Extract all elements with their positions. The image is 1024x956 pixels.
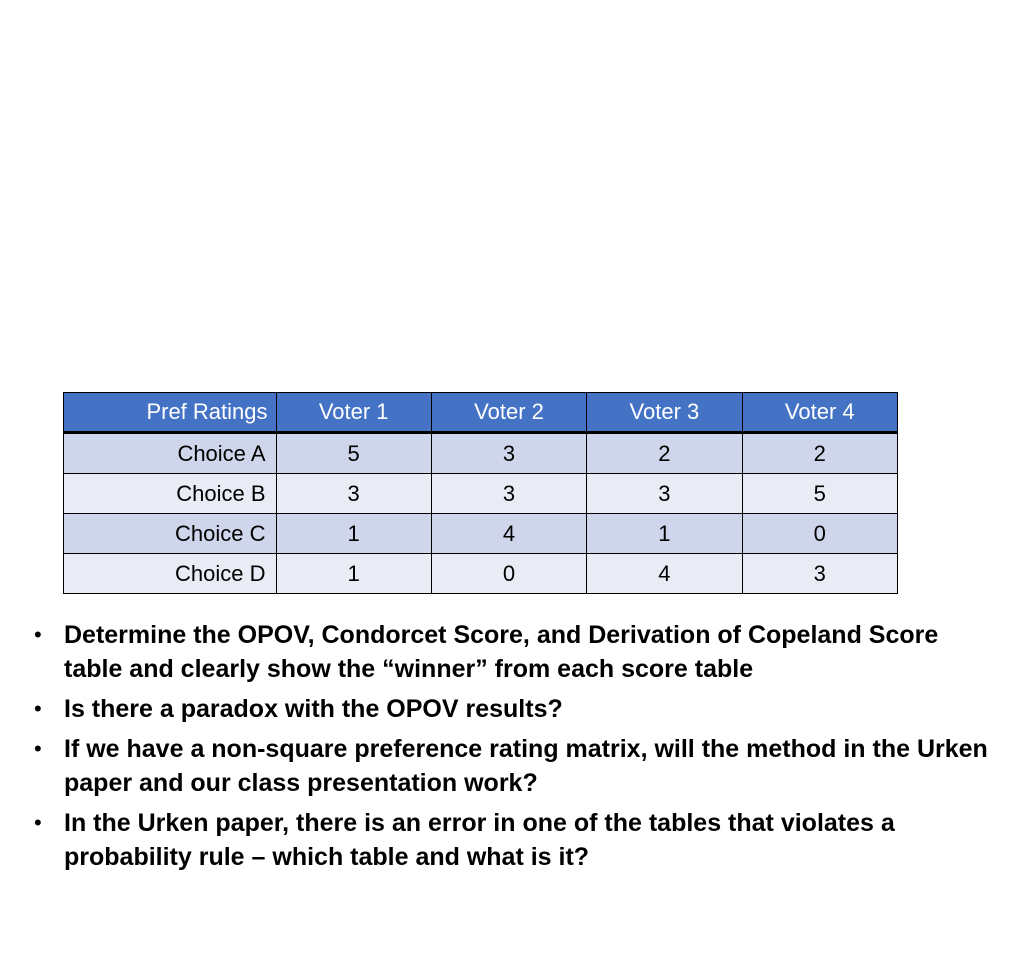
preference-ratings-table [63,392,898,594]
row-label: Choice A [64,433,277,474]
table-cell: 3 [587,474,742,514]
table-cell: 0 [431,554,586,594]
table-cell: 5 [276,433,431,474]
table-cell: 3 [431,474,586,514]
list-item [30,732,990,800]
question-text: Is there a paradox with the OPOV results? [64,695,563,723]
header-pref-ratings: Pref Ratings [64,393,277,433]
table-header [64,393,898,433]
table-row [64,433,898,474]
table-row [64,554,898,594]
bullet-icon: • [34,622,42,647]
bullet-icon: • [34,696,42,721]
header-voter-3: Voter 3 [587,393,742,433]
question-text: Determine the OPOV, Condorcet Score, and Derivation of Copeland Score table and clearly show the “winner” from each score table [64,621,939,683]
table-cell: 3 [276,474,431,514]
row-label: Choice D [64,554,277,594]
table-row [64,474,898,514]
question-text: In the Urken paper, there is an error in one of the tables that violates a probability rule – which table and what is it? [64,809,895,871]
question-text: If we have a non-square preference rating matrix, will the method in the Urken paper and our class presentation work? [64,735,988,797]
table-cell: 3 [431,433,586,474]
header-voter-2: Voter 2 [431,393,586,433]
table-row [64,514,898,554]
question-list [30,618,990,880]
header-voter-1: Voter 1 [276,393,431,433]
row-label: Choice B [64,474,277,514]
table-cell: 4 [431,514,586,554]
table-cell: 1 [276,514,431,554]
table-cell: 1 [276,554,431,594]
table-cell: 2 [587,433,742,474]
bullet-icon: • [34,810,42,835]
table-cell: 4 [587,554,742,594]
table-cell: 5 [742,474,897,514]
row-label: Choice C [64,514,277,554]
table-header-row [64,393,898,433]
list-item [30,806,990,874]
table-body [64,433,898,594]
header-voter-4: Voter 4 [742,393,897,433]
list-item [30,692,990,726]
table-cell: 2 [742,433,897,474]
list-item [30,618,990,686]
table-cell: 3 [742,554,897,594]
table-cell: 0 [742,514,897,554]
bullet-icon: • [34,736,42,761]
table-cell: 1 [587,514,742,554]
